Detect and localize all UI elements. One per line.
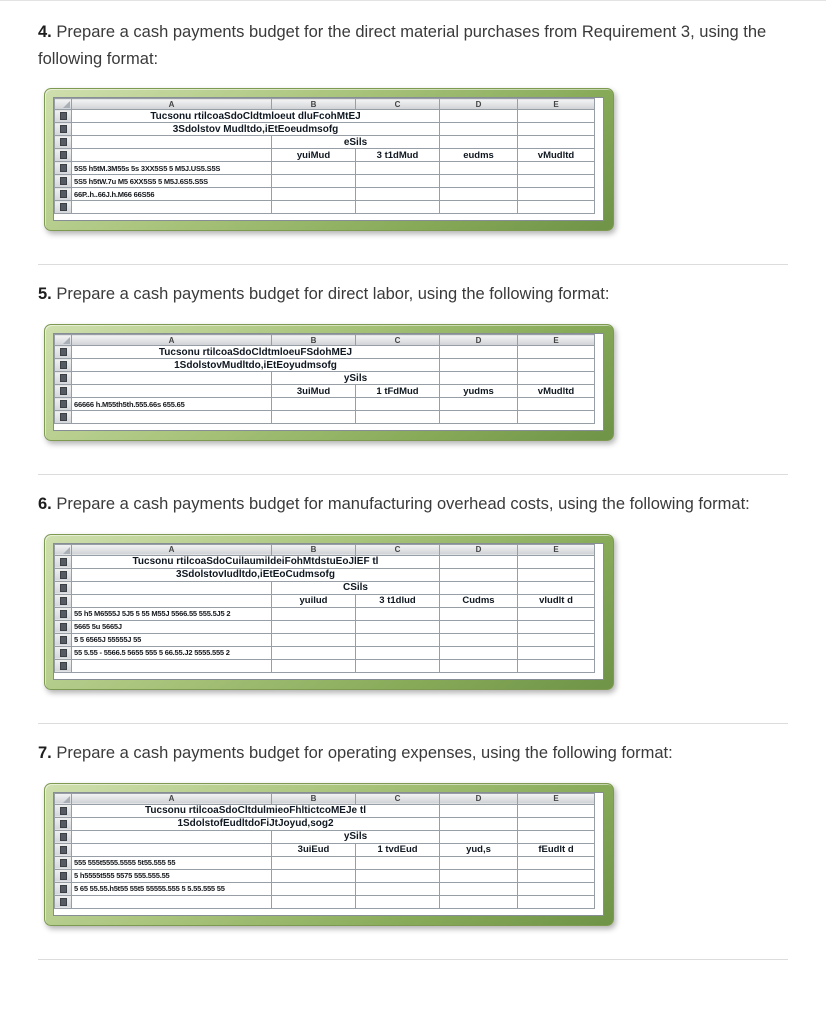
cell xyxy=(518,359,595,372)
sheet-row xyxy=(55,201,595,214)
cell xyxy=(518,201,595,214)
column-letter: E xyxy=(518,793,595,804)
sheet-row xyxy=(55,633,595,646)
cell xyxy=(518,895,595,908)
row-number-cell xyxy=(55,804,72,817)
sheet-grid xyxy=(54,544,595,673)
sheet-row xyxy=(55,882,595,895)
col-header: Cudms xyxy=(440,594,518,607)
sheet-subtitle: 3SdolstovIudltdo,iEtEoCudmsofg xyxy=(72,568,440,581)
row-number-glyph xyxy=(60,885,67,893)
sheet-row xyxy=(55,804,595,817)
sheet-row xyxy=(55,359,595,372)
cell xyxy=(518,188,595,201)
cell xyxy=(272,162,356,175)
cell xyxy=(356,398,440,411)
row-number-cell xyxy=(55,869,72,882)
cell xyxy=(272,659,356,672)
row-number-cell xyxy=(55,581,72,594)
column-header-row xyxy=(55,793,595,804)
cell xyxy=(440,581,518,594)
cell xyxy=(356,162,440,175)
cell xyxy=(518,620,595,633)
sheet-title: Tucsonu rtilcoaSdoCldtmloeut dluFcohMtEJ xyxy=(72,110,440,123)
sheet-row xyxy=(55,659,595,672)
sheet-row xyxy=(55,398,595,411)
row-number-glyph xyxy=(60,151,67,159)
col-header: yudms xyxy=(440,385,518,398)
col-header: eudms xyxy=(440,149,518,162)
sheet-row xyxy=(55,175,595,188)
row-number-glyph xyxy=(60,125,67,133)
cell xyxy=(356,856,440,869)
row-number-cell xyxy=(55,201,72,214)
row-number-glyph xyxy=(60,807,67,815)
cell xyxy=(440,659,518,672)
sheet-row xyxy=(55,843,595,856)
question-number: 7. xyxy=(38,743,52,762)
row-label: 5S5 h5tM.3M55s 5s 3XX5S5 5 M5J.US5.S5S xyxy=(72,162,272,175)
row-label: 5S5 h5tW.7u M5 6XX5S5 5 M5J.6S5.S5S xyxy=(72,175,272,188)
cell xyxy=(440,175,518,188)
row-number-glyph xyxy=(60,662,67,670)
cell xyxy=(440,346,518,359)
cell xyxy=(440,188,518,201)
row-label: 55 5.55 - 5566.5 5655 555 5 66.55.J2 5555.555 2 xyxy=(72,646,272,659)
cell xyxy=(272,633,356,646)
row-number-cell xyxy=(55,149,72,162)
row-number-cell xyxy=(55,646,72,659)
period-label: CSils xyxy=(272,581,440,594)
cell xyxy=(356,188,440,201)
cell xyxy=(518,346,595,359)
row-label xyxy=(72,895,272,908)
cell xyxy=(440,555,518,568)
row-label: 5 h5555t555 5575 555.555.55 xyxy=(72,869,272,882)
cell xyxy=(272,201,356,214)
row-number-glyph xyxy=(60,164,67,172)
column-letter: D xyxy=(440,544,518,555)
row-number-glyph xyxy=(60,623,67,631)
column-letter: B xyxy=(272,544,356,555)
sheet-grid xyxy=(54,334,595,424)
cell xyxy=(356,201,440,214)
column-letter: E xyxy=(518,99,595,110)
cell xyxy=(356,869,440,882)
divider xyxy=(38,723,788,724)
col-header: yuilud xyxy=(272,594,356,607)
row-label xyxy=(72,201,272,214)
row-number-glyph xyxy=(60,649,67,657)
row-number-cell xyxy=(55,633,72,646)
spreadsheet-screenshot-5 xyxy=(44,324,614,441)
cell xyxy=(518,869,595,882)
sheet-subtitle: 1SdolstofEudltdoFiJtJoyud,sog2 xyxy=(72,817,440,830)
row-number-glyph xyxy=(60,846,67,854)
row-number-glyph xyxy=(60,597,67,605)
section-5 xyxy=(0,281,826,446)
row-label: 555 555t5555.5555 5t55.555 55 xyxy=(72,856,272,869)
cell xyxy=(440,804,518,817)
sheet-row xyxy=(55,385,595,398)
sheet-subtitle: 1SdolstovMudltdo,iEtEoyudmsofg xyxy=(72,359,440,372)
column-letter: D xyxy=(440,793,518,804)
col-header: 3uiEud xyxy=(272,843,356,856)
cell xyxy=(518,110,595,123)
divider xyxy=(38,264,788,265)
cell xyxy=(356,895,440,908)
cell xyxy=(272,398,356,411)
row-label xyxy=(72,411,272,424)
cell xyxy=(518,633,595,646)
question-number: 5. xyxy=(38,285,52,304)
row-number-cell xyxy=(55,817,72,830)
cell xyxy=(356,607,440,620)
cell xyxy=(440,359,518,372)
cell xyxy=(356,411,440,424)
row-number-cell xyxy=(55,607,72,620)
col-header: vludlt d xyxy=(518,594,595,607)
sheet-row xyxy=(55,110,595,123)
cell xyxy=(440,895,518,908)
spreadsheet-screenshot-4 xyxy=(44,88,614,231)
row-number-glyph xyxy=(60,413,67,421)
select-all-icon xyxy=(55,335,72,346)
row-number-cell xyxy=(55,123,72,136)
cell xyxy=(518,398,595,411)
row-number-glyph xyxy=(60,387,67,395)
cell xyxy=(440,201,518,214)
row-number-cell xyxy=(55,398,72,411)
cell xyxy=(440,110,518,123)
row-number-glyph xyxy=(60,400,67,408)
sheet xyxy=(53,333,604,431)
cell xyxy=(518,581,595,594)
cell xyxy=(356,646,440,659)
row-number-glyph xyxy=(60,177,67,185)
sheet-row xyxy=(55,646,595,659)
question-body: Prepare a cash payments budget for manufacturing overhead costs, using the following format: xyxy=(56,495,750,514)
question-number: 6. xyxy=(38,495,52,514)
row-number-cell xyxy=(55,175,72,188)
cell xyxy=(518,555,595,568)
cell xyxy=(72,581,272,594)
cell xyxy=(272,895,356,908)
column-letter: C xyxy=(356,99,440,110)
cell xyxy=(518,123,595,136)
column-letter: E xyxy=(518,335,595,346)
row-number-cell xyxy=(55,856,72,869)
select-all-icon xyxy=(55,793,72,804)
row-label: 66P..h..66J.h.M66 66S56 xyxy=(72,188,272,201)
row-number-cell xyxy=(55,188,72,201)
cell xyxy=(440,372,518,385)
cell xyxy=(518,162,595,175)
row-label: 5665 5u 5665J xyxy=(72,620,272,633)
col-header: yuiMud xyxy=(272,149,356,162)
sheet-row xyxy=(55,620,595,633)
sheet-row xyxy=(55,149,595,162)
question-body: Prepare a cash payments budget for direct labor, using the following format: xyxy=(56,285,610,304)
sheet-row xyxy=(55,188,595,201)
sheet-row xyxy=(55,136,595,149)
cell xyxy=(440,882,518,895)
row-number-cell xyxy=(55,843,72,856)
period-label: ySils xyxy=(272,830,440,843)
cell xyxy=(440,856,518,869)
row-number-cell xyxy=(55,659,72,672)
row-number-cell xyxy=(55,372,72,385)
column-letter: B xyxy=(272,99,356,110)
period-label: eSils xyxy=(272,136,440,149)
cell xyxy=(518,856,595,869)
sheet-title: Tucsonu rtilcoaSdoCldtmloeuFSdohMEJ xyxy=(72,346,440,359)
cell xyxy=(72,372,272,385)
sheet-title: Tucsonu rtilcoaSdoCuilaumildeiFohMtdstuEoJlEF tl xyxy=(72,555,440,568)
column-letter: B xyxy=(272,793,356,804)
row-number-glyph xyxy=(60,584,67,592)
row-number-cell xyxy=(55,895,72,908)
cell xyxy=(272,620,356,633)
cell xyxy=(440,869,518,882)
sheet-grid xyxy=(54,793,595,909)
column-letter: A xyxy=(72,793,272,804)
sheet-subtitle: 3Sdolstov Mudltdo,iEtEoeudmsofg xyxy=(72,123,440,136)
column-letter: A xyxy=(72,335,272,346)
question-number: 4. xyxy=(38,23,52,41)
sheet-row xyxy=(55,123,595,136)
col-header: yud,s xyxy=(440,843,518,856)
cell xyxy=(356,620,440,633)
cell xyxy=(518,372,595,385)
cell xyxy=(72,385,272,398)
row-number-cell xyxy=(55,359,72,372)
sheet-row xyxy=(55,555,595,568)
cell xyxy=(72,136,272,149)
cell xyxy=(518,411,595,424)
col-header: 1 tFdMud xyxy=(356,385,440,398)
row-number-glyph xyxy=(60,348,67,356)
column-header-row xyxy=(55,544,595,555)
sheet-row xyxy=(55,162,595,175)
row-label: 55 h5 M6555J 5J5 5 55 M55J 5566.55 555.5J5 2 xyxy=(72,607,272,620)
row-number-cell xyxy=(55,162,72,175)
row-label xyxy=(72,659,272,672)
sheet-row xyxy=(55,607,595,620)
col-header: 3 t1dlud xyxy=(356,594,440,607)
cell xyxy=(272,175,356,188)
cell xyxy=(272,411,356,424)
row-number-glyph xyxy=(60,833,67,841)
row-number-cell xyxy=(55,594,72,607)
row-number-cell xyxy=(55,555,72,568)
cell xyxy=(440,607,518,620)
column-letter: A xyxy=(72,544,272,555)
section-7 xyxy=(0,740,826,931)
column-header-row xyxy=(55,99,595,110)
row-number-cell xyxy=(55,385,72,398)
cell xyxy=(72,830,272,843)
cell xyxy=(72,149,272,162)
row-number-glyph xyxy=(60,190,67,198)
sheet-row xyxy=(55,372,595,385)
cell xyxy=(440,633,518,646)
question-6-text xyxy=(38,491,788,518)
sheet-row xyxy=(55,581,595,594)
cell xyxy=(356,633,440,646)
cell xyxy=(518,817,595,830)
row-number-glyph xyxy=(60,610,67,618)
question-5-text xyxy=(38,281,788,308)
sheet-row xyxy=(55,594,595,607)
column-header-row xyxy=(55,335,595,346)
cell xyxy=(72,843,272,856)
row-number-glyph xyxy=(60,361,67,369)
column-letter: D xyxy=(440,99,518,110)
cell xyxy=(518,804,595,817)
cell xyxy=(518,175,595,188)
cell xyxy=(356,175,440,188)
row-number-glyph xyxy=(60,203,67,211)
col-header: fEudlt d xyxy=(518,843,595,856)
sheet-row xyxy=(55,411,595,424)
col-header: vMudltd xyxy=(518,385,595,398)
period-label: ySils xyxy=(272,372,440,385)
cell xyxy=(72,594,272,607)
col-header: 1 tvdEud xyxy=(356,843,440,856)
col-header: 3 t1dMud xyxy=(356,149,440,162)
sheet-row xyxy=(55,830,595,843)
row-label: 5 5 6565J 55555J 55 xyxy=(72,633,272,646)
row-number-cell xyxy=(55,136,72,149)
column-letter: E xyxy=(518,544,595,555)
row-number-glyph xyxy=(60,112,67,120)
row-label: 66666 h.M55th5th.555.66s 655.65 xyxy=(72,398,272,411)
col-header: vMudltd xyxy=(518,149,595,162)
column-letter: C xyxy=(356,544,440,555)
cell xyxy=(518,646,595,659)
divider xyxy=(38,474,788,475)
cell xyxy=(272,869,356,882)
row-number-glyph xyxy=(60,636,67,644)
cell xyxy=(272,856,356,869)
sheet-row xyxy=(55,856,595,869)
cell xyxy=(440,136,518,149)
cell xyxy=(440,830,518,843)
row-number-glyph xyxy=(60,558,67,566)
cell xyxy=(272,607,356,620)
cell xyxy=(440,162,518,175)
select-all-icon xyxy=(55,544,72,555)
row-number-cell xyxy=(55,620,72,633)
question-body: Prepare a cash payments budget for the direct material purchases from Requirement 3, using the following format: xyxy=(38,23,767,68)
section-6 xyxy=(0,491,826,695)
cell xyxy=(518,830,595,843)
cell xyxy=(518,882,595,895)
cell xyxy=(272,882,356,895)
cell xyxy=(440,123,518,136)
cell xyxy=(518,136,595,149)
spreadsheet-screenshot-7 xyxy=(44,783,614,926)
sheet-title: Tucsonu rtilcoaSdoCltdulmieoFhltictcoMEJe tl xyxy=(72,804,440,817)
question-7-text xyxy=(38,740,788,767)
cell xyxy=(356,659,440,672)
column-letter: A xyxy=(72,99,272,110)
cell xyxy=(356,882,440,895)
cell xyxy=(440,398,518,411)
sheet-grid xyxy=(54,98,595,214)
cell xyxy=(440,568,518,581)
row-number-glyph xyxy=(60,138,67,146)
sheet-row xyxy=(55,869,595,882)
sheet-row xyxy=(55,346,595,359)
cell xyxy=(272,188,356,201)
sheet xyxy=(53,543,604,680)
sheet-row xyxy=(55,895,595,908)
row-number-glyph xyxy=(60,820,67,828)
row-number-glyph xyxy=(60,374,67,382)
row-number-cell xyxy=(55,110,72,123)
row-number-glyph xyxy=(60,898,67,906)
spreadsheet-screenshot-6 xyxy=(44,534,614,690)
row-number-cell xyxy=(55,411,72,424)
sheet xyxy=(53,97,604,221)
row-number-cell xyxy=(55,882,72,895)
select-all-icon xyxy=(55,99,72,110)
cell xyxy=(440,817,518,830)
cell xyxy=(440,646,518,659)
col-header: 3uiMud xyxy=(272,385,356,398)
column-letter: C xyxy=(356,793,440,804)
question-4-text xyxy=(38,19,788,72)
row-label: 5 65 55.55.h5t55 55t5 55555.555 5 5.55.555 55 xyxy=(72,882,272,895)
cell xyxy=(518,659,595,672)
sheet-row xyxy=(55,568,595,581)
row-number-glyph xyxy=(60,872,67,880)
column-letter: B xyxy=(272,335,356,346)
question-body: Prepare a cash payments budget for operating expenses, using the following format: xyxy=(56,743,673,762)
row-number-cell xyxy=(55,346,72,359)
sheet xyxy=(53,792,604,916)
row-number-cell xyxy=(55,830,72,843)
sheet-row xyxy=(55,817,595,830)
cell xyxy=(518,607,595,620)
column-letter: C xyxy=(356,335,440,346)
cell xyxy=(440,620,518,633)
cell xyxy=(272,646,356,659)
cell xyxy=(440,411,518,424)
row-number-glyph xyxy=(60,859,67,867)
divider xyxy=(38,959,788,960)
row-number-glyph xyxy=(60,571,67,579)
section-4 xyxy=(0,19,826,236)
row-number-cell xyxy=(55,568,72,581)
column-letter: D xyxy=(440,335,518,346)
cell xyxy=(518,568,595,581)
